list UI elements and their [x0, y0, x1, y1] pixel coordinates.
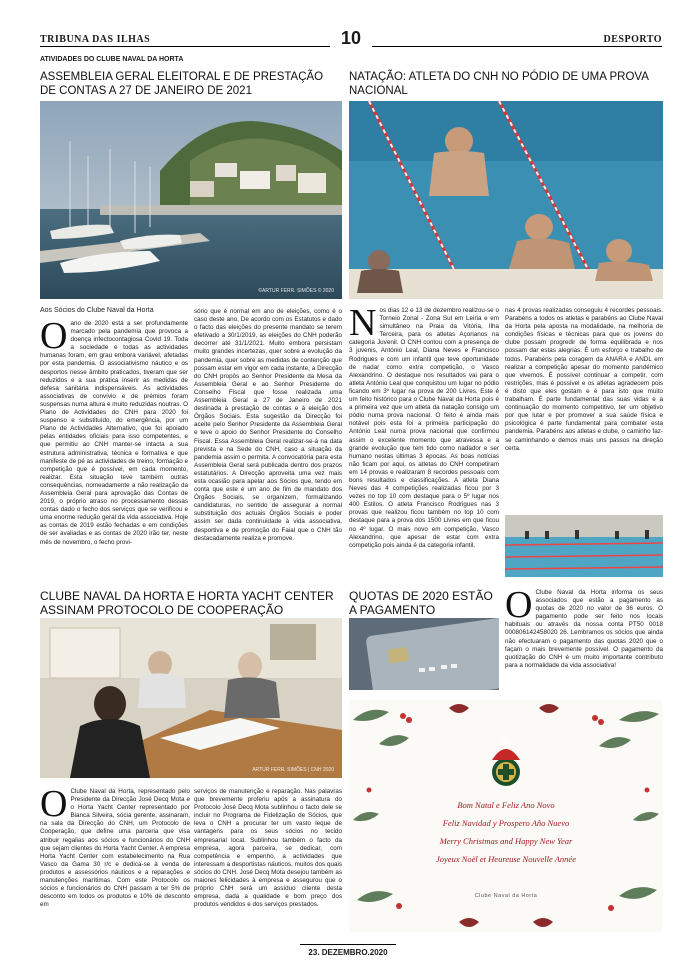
- article4-column: [505, 584, 663, 691]
- photo-credit: ARTUR FERR. SIMÕES | CNH 2020: [252, 767, 334, 773]
- marina-photo: [40, 101, 342, 299]
- swimmers-photo: [349, 101, 663, 299]
- article2-text-1: os dias 12 e 13 de dezembro realizou-se o Torneio Zonal - Zona Sul em Leiria e em simultâneo na Praia da Vitória, Ilha Terceira, para os atletas Açorianos na categoria Juvenil. O CNH contou com a presença de 3 juvenis, António Leal, Diana Neves e Francisco Rodrigues e com um infantil que teve oportunidade de nadar como extra competição, o Vasco Alexandrino. O destaque nos resultados vai para o atleta António Leal que conquistou um lugar no pódio ficando em 3º lugar na prova de 200 Livres. Este é um feito histórico para o Clube Naval da Horta pois é a primeira vez que um atleta da natação consigo um pódio numa prova nacional. O feito é ainda mais notável pois esta foi a primeira participação do António Leal numa prova nacional que confirmou assim o excelente momento que atravessa e a grande evolução que tem tido como nadador e ser humano nestas últimas 3 épocas. As boas notícias não ficam por aqui, os atletas do CNH competiram em 14 provas e realizaram 8 recordes pessoais com bons resultados e classificações. A atleta Diana Neves das 4 competições realizadas ficou por 3 vezes no top 10 com destaque para o 5º lugar nos 400 Estilos. O atleta Francisco Rodrigues nas 3 provas que realizou ficou também no top 10 com destaque para a prova dos 1500 Livres em que ficou no 4º lugar. O mais novo em competição, Vasco Alexandrino, que apesar de estar com extra competição pois ainda é da categoria infantil,: [349, 307, 499, 549]
- article1-text-1: ano de 2020 está a ser profundamente marcado pela pandemia que provoca a doença infectocontagiosa Covid 19. Toda a sociedade e todas as actividades humanas foram, em grau embora variável, afetadas por esta pandemia. O associativismo náutico e os desportos nesse âmbito praticados, tiveram que ser reduzidos e a sua prática inserir as medidas de defesa sanitária indispensáveis. As actividades associativas de convívio e de prémios foram suspensas numa altura e muito reduzidas noutras. O Plano de Actividades do CNH para 2020 foi suspenso e substituído, do emergência, por um Plano de Actividades Alternativo, que foi apoiado pelas entidades oficiais para isso competentes, e que permitiu ao CNH manter-se intacta a sua estrutura administrativa, técnica e formativa e que manifeste de pé as actividades de treino, formação e competição que é possível, em cada momento, realizar. Esta situação teve também outras consequências, nomeadamente a não realização da Assembleia Geral para aprovação das Contas de 2019, o próprio atraso no processamento dessas contas dado o fecho dos serviços que se verificou e uma enorme redução geral da vida associativa. Hoje as contas de 2019 estão fechadas e em condições de ser avaliadas e as contas de 2020 irão ter, neste mês de novembro, o fecho provi-: [40, 320, 188, 546]
- newspaper-name: TRIBUNA DAS ILHAS: [40, 34, 151, 45]
- pool-photo: [505, 515, 663, 577]
- credit-card-photo: [349, 618, 499, 690]
- article1-title: ASSEMBLEIA GERAL ELEITORAL E DE PRESTAÇÃO DE CONTAS A 27 DE JANEIRO DE 2021: [40, 71, 324, 97]
- masthead-rule-right: [372, 46, 662, 47]
- article1-column-1: [40, 315, 188, 578]
- section-tag: ATIVIDADES DO CLUBE NAVAL DA HORTA: [40, 56, 184, 63]
- article2-title: NATAÇÃO: ATLETA DO CNH NO PÓDIO DE UMA PROVA NACIONAL: [349, 71, 649, 97]
- christmas-card: [349, 700, 663, 932]
- greeting-pt: Bom Natal e Feliz Ano Novo: [457, 800, 555, 810]
- dropcap: O: [40, 783, 68, 825]
- photo-caption: Aos Sócios do Clube Naval da Horta: [40, 307, 154, 314]
- greeting-fr: Joyeux Noël et Heureuse Nouvelle Année: [436, 854, 576, 864]
- photo-credit: ©ARTUR FERR. SIMÕES © 2020: [258, 288, 334, 294]
- article1-column-2: sório que é normal em ano de eleições, como é o caso deste ano. De acordo com os Estatutos e dado o facto das eleições do presente mandato se terem efetivado a 30/1/2019, as eleições do CNH poderão decorrer até 31/1/2021. Muito embora persistam muito grandes incertezas, quer sobre a evolução da pandemia, quer sobre as medidas de contenção que possam estar em vigor em cada instante, a Direcção do CNH propôs ao Senhor Presidente da Mesa da Assembleia Geral e ao Senhor Presidente do Conselho Fiscal que fosse realizada uma Assembleia Geral a 27 de Janeiro de 2021 destinada à prestação de contas e à eleição dos Órgãos Sociais. Esta sugestão da Direcção foi aceite pelo Senhor Presidente da Assembleia Geral e teve o apoio do Senhor Presidente do Conselho Fiscal. Essa Assembleia Geral realizar-se-á na data prevista e na Sede do CNH, caso a situação da pandemia assim o permita. A convocatória para esta Assembleia Geral será publicada dentro dos prazos estatutários. A Direcção aproveita uma vez mais esta ocasião para apelar aos Sócios que, tendo em conta que este é um ano de fim de mandato dos Órgãos Sociais, se organizem, formalizando candidaturas, no sentido de assegurar a normal substituição dos actuais Órgãos Sociais e poder assim ser dada continuidade à vida associativa, desportiva e de promoção do Faial que o CNH tão destacadamente realiza e promove.: [194, 308, 342, 542]
- article4-text: Clube Naval da Horta informa os seus associados que estão a pagamento as quotas de 2020 no valor de 36 euros. O pagamento pode ser feito nos locais habituais ou através da nossa conta PT50 0018 000806142458020 26. Lembramos os sócios que ainda não efectuaram o pagamento das quotas 2020 que o façam o mais brevemente possível. O pagamento da quotização do CNH é um muito importante contributo para a normalidade da vida associativa!: [505, 589, 663, 669]
- article2-column-1: [349, 302, 499, 577]
- masthead: [40, 28, 662, 50]
- article3-text-1: Clube Naval da Horta, representado pelo Presidente da Direcção José Decq Mota e o Horta Yacht Center representado por Bianca Silveira, sócia gerente, assinaram, na sala da Direcção do CNH, um Protocolo de Cooperação, que define uma parceria que visa atribuir regalias aos sócios e funcionários do CNH que sejam clientes do Horta Yacht Center. A empresa Horta Yacht Center com estabelecimento na Rua Vasco da Gama 30 r/c e dedica-se à venda de produtos e assessórios náuticos e a reparações e manutenções marítimas. Com este Protocolo os sócios e funcionários do CNH passam a ter 5% de desconto em todos os produtos e 10% de desconto em: [40, 788, 190, 909]
- footer-rule: [300, 944, 396, 945]
- page-number: 10: [340, 28, 362, 48]
- section-name: DESPORTO: [603, 34, 662, 45]
- protocol-signing-photo: [40, 618, 342, 778]
- card-signature: Clube Naval da Horta: [474, 893, 538, 899]
- masthead-rule-left: [40, 46, 330, 47]
- greeting-es: Feliz Navidad y Prospero Año Nuevo: [442, 818, 570, 828]
- dropcap: O: [505, 584, 533, 626]
- club-emblem-icon: [492, 739, 520, 786]
- article3-column-2: serviços de manutenção e reparação. Nas palavras que brevemente proferiu após a assinatura do Protocolo José Decq Mota sublinhou o facto dele se incluir no Programa de Fidelização de Sócios, que leva o CNH a procurar ter um vasto leque de vantagens para os seus sócios no tecido empresarial local. Sublinhou também o facto da empresa, agora parceira, se dedicar, com competência e empenho, a actividades que interessam a desportistas náuticos, muitos dos quais sócios do CNH. José Decq Mota desejou também as maiores felicidades à empresa e assegurou que o próprio CNH será um assíduo cliente desta empresa, dada a qualidade e bom preço dos produtos vendidos e dos serviços prestados.: [194, 788, 342, 909]
- article4-title: QUOTAS DE 2020 ESTÃO A PAGAMENTO: [349, 589, 493, 617]
- article2-column-2: nas 4 provas realizadas conseguiu 4 recordes pessoais. Parabéns a todos os atletas e parabéns ao Clube Naval da Horta pela aposta na modalidade, na melhoria de condições físicas e técnicas para que os jovens do clube possam progredir de forma equilibrada e nos possam dar estas alegrias. É um esforço e trabalho de todos. Parabéns pela coragem da ANARA e ANDL em realizar a competição apesar do momento pandémico que vivemos. É possível continuar a competir, com restrições, mas é possível e os atletas agradecem pois é disto que eles gostam e é para isto que muito trabalham. É parte fundamental das suas vidas e a continuação do momento competitivo, ter um objetivo por que lutar e por promover a sua saúde física e psicológica é parte fundamental para combater esta pandemia. Parabéns aos atletas e clube, o caminho faz-se caminhando e demos mais uns passos na direção certa.: [505, 307, 663, 452]
- dropcap: N: [349, 302, 377, 344]
- footer-date: 23. DEZEMBRO.2020: [308, 948, 388, 957]
- greeting-en: Merry Christmas and Happy New Year: [439, 836, 573, 846]
- dropcap: O: [40, 315, 68, 357]
- article3-title: CLUBE NAVAL DA HORTA E HORTA YACHT CENTER ASSINAM PROTOCOLO DE COOPERAÇÃO: [40, 589, 334, 617]
- article3-column-1: [40, 783, 190, 938]
